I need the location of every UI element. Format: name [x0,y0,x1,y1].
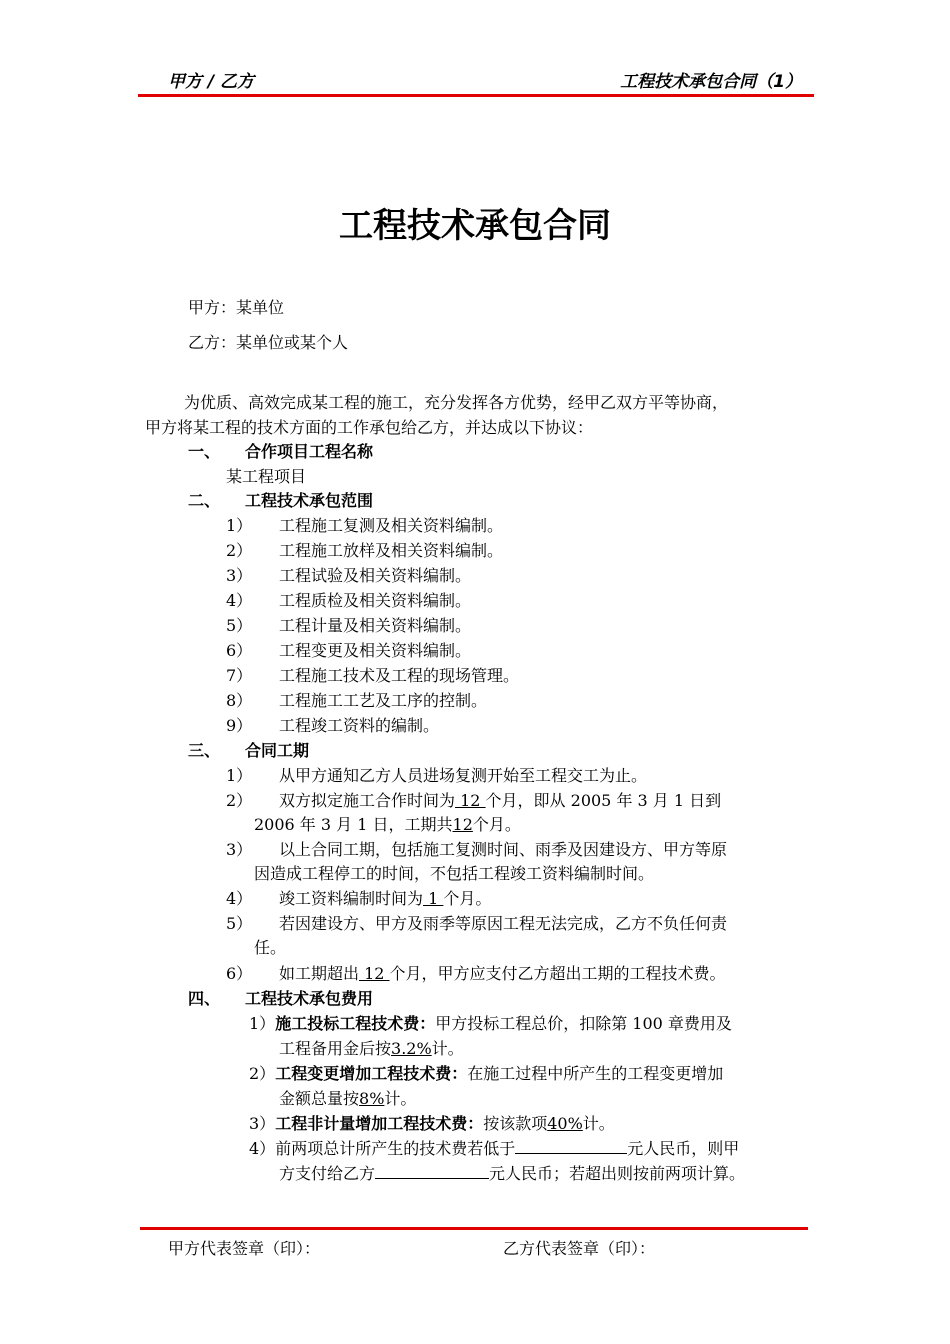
s4-change-rate: 8% [359,1089,385,1108]
section-4-num: 四、 [188,989,221,1008]
s4-item-1-line1: 甲方投标工程总价，扣除第 100 章费用及 [435,1014,732,1033]
s3-item-2-pre: 双方拟定施工合作时间为 [279,791,456,810]
s3-item-4-text [279,887,491,911]
s3-item-2-num: 2） [226,791,253,810]
s2-item-2-text: 工程施工放样及相关资料编制。 [279,541,504,560]
s3-total-months: 12 [452,815,473,834]
s4-item-4-line-2 [279,1162,745,1186]
section-3-num: 三、 [188,741,221,760]
party-a: 甲方：某单位 [188,298,285,317]
s4-item-1-line2-pre: 工程备用金后按 [279,1039,392,1058]
s3-item-2-line-2 [254,813,521,837]
intro-line-2: 甲方将某工程的技术方面的工作承包给乙方，并达成以下协议： [145,418,594,437]
section-4-title: 工程技术承包费用 [245,989,374,1008]
s4-item-3-num: 3） [249,1114,276,1133]
s3-item-3-line-1: 以上合同工期，包括施工复测时间、雨季及因建设方、甲方等原 [279,840,728,859]
s4-item-1-label: 施工投标工程技术费： [275,1014,436,1033]
s3-item-4-pre: 竣工资料编制时间为 [279,889,424,908]
s3-item-2-line-1 [279,789,721,813]
s4-item-4-line1-pre: 前两项总计所产生的技术费若低于 [275,1139,516,1158]
s4-item-1-line-2 [279,1037,464,1061]
s4-item-2-line2-pre: 金额总量按 [279,1089,360,1108]
party-b: 乙方：某单位或某个人 [188,333,349,352]
header-right: 工程技术承包合同（1） [620,72,802,92]
s3-item-5-line-2: 任。 [254,938,287,957]
s2-item-6-num: 6） [226,641,253,660]
s2-item-8-text: 工程施工工艺及工序的控制。 [279,691,488,710]
s4-item-4-line-1 [249,1137,739,1161]
section-2-num: 二、 [188,491,221,510]
s2-item-4-num: 4） [226,591,253,610]
s4-item-4-num: 4） [249,1139,276,1158]
s3-duration-months: 12 [455,791,486,810]
s2-item-9-text: 工程竣工资料的编制。 [279,716,440,735]
section-3-title: 合同工期 [245,741,310,760]
s4-item-4-line2-pre: 方支付给乙方 [279,1164,376,1183]
footer-rule [140,1227,808,1230]
s2-item-3-num: 3） [226,566,253,585]
s2-item-7-text: 工程施工技术及工程的现场管理。 [279,666,520,685]
s3-item-5-num: 5） [226,914,253,933]
s2-item-5-num: 5） [226,616,253,635]
s3-item-1-num: 1） [226,766,253,785]
section-1-title: 合作项目工程名称 [245,442,374,461]
s3-item-6-post: 个月，甲方应支付乙方超出工期的工程技术费。 [389,964,726,983]
intro-line-1: 为优质、高效完成某工程的施工，充分发挥各方优势，经甲乙双方平等协商， [184,393,729,412]
s4-item-2-line2-post: 计。 [384,1089,417,1108]
s4-item-1-line2-post: 计。 [431,1039,464,1058]
s4-bid-rate: 3.2% [391,1039,432,1058]
s4-item-3-pre: 按该款项 [483,1114,548,1133]
s3-item-4-num: 4） [226,889,253,908]
s3-item-1-text: 从甲方通知乙方人员进场复测开始至工程交工为止。 [279,766,648,785]
s4-item-3-post: 计。 [582,1114,615,1133]
s3-item-2-line2-post: 个月。 [472,815,521,834]
s4-item-2-line-1 [249,1062,723,1086]
s4-pay-amount-blank[interactable] [375,1162,489,1179]
section-1-content: 某工程项目 [226,467,307,486]
section-2-title: 工程技术承包范围 [245,491,374,510]
s4-non-measured-rate: 40% [547,1114,583,1133]
party-a-signature-label: 甲方代表签章（印）： [168,1239,321,1258]
s3-item-6-pre: 如工期超出 [279,964,360,983]
s4-item-3-label: 工程非计量增加工程技术费： [275,1114,484,1133]
s4-item-2-label: 工程变更增加工程技术费： [275,1064,468,1083]
s4-item-4-line1-post: 元人民币，则甲 [627,1139,740,1158]
s2-item-4-text: 工程质检及相关资料编制。 [279,591,472,610]
s4-item-1-num: 1） [249,1014,276,1033]
s4-item-3 [249,1112,615,1136]
s4-item-1-line-1 [249,1012,732,1036]
s3-overrun-months: 12 [359,964,390,983]
s4-item-2-line-2 [279,1087,416,1111]
s2-item-9-num: 9） [226,716,253,735]
party-b-signature-label: 乙方代表签章（印）： [503,1239,656,1258]
s4-min-amount-blank[interactable] [515,1137,627,1154]
s2-item-6-text: 工程变更及相关资料编制。 [279,641,472,660]
s3-item-6-num: 6） [226,964,253,983]
s2-item-8-num: 8） [226,691,253,710]
s4-item-2-line1: 在施工过程中所产生的工程变更增加 [467,1064,724,1083]
header-left: 甲方 / 乙方 [168,72,255,92]
header-rule [138,94,814,97]
s3-item-6-text [279,962,726,986]
s4-item-4-line2-post: 元人民币；若超出则按前两项计算。 [489,1164,746,1183]
s3-item-5-line-1: 若因建设方、甲方及雨季等原因工程无法完成，乙方不负任何责 [279,914,728,933]
s4-item-2-num: 2） [249,1064,276,1083]
s3-item-4-post: 个月。 [443,889,492,908]
s2-item-3-text: 工程试验及相关资料编制。 [279,566,472,585]
s2-item-1-num: 1） [226,516,253,535]
s3-item-2-mid: 个月，即从 2005 年 3 月 1 日到 [485,791,722,810]
s3-item-3-num: 3） [226,840,253,859]
s3-completion-months: 1 [423,889,444,908]
s2-item-2-num: 2） [226,541,253,560]
s2-item-5-text: 工程计量及相关资料编制。 [279,616,472,635]
document-title: 工程技术承包合同 [339,206,611,246]
s3-item-2-line2-pre: 2006 年 3 月 1 日，工期共 [254,815,453,834]
s2-item-1-text: 工程施工复测及相关资料编制。 [279,516,504,535]
s2-item-7-num: 7） [226,666,253,685]
section-1-num: 一、 [188,442,221,461]
s3-item-3-line-2: 因造成工程停工的时间，不包括工程竣工资料编制时间。 [254,864,655,883]
